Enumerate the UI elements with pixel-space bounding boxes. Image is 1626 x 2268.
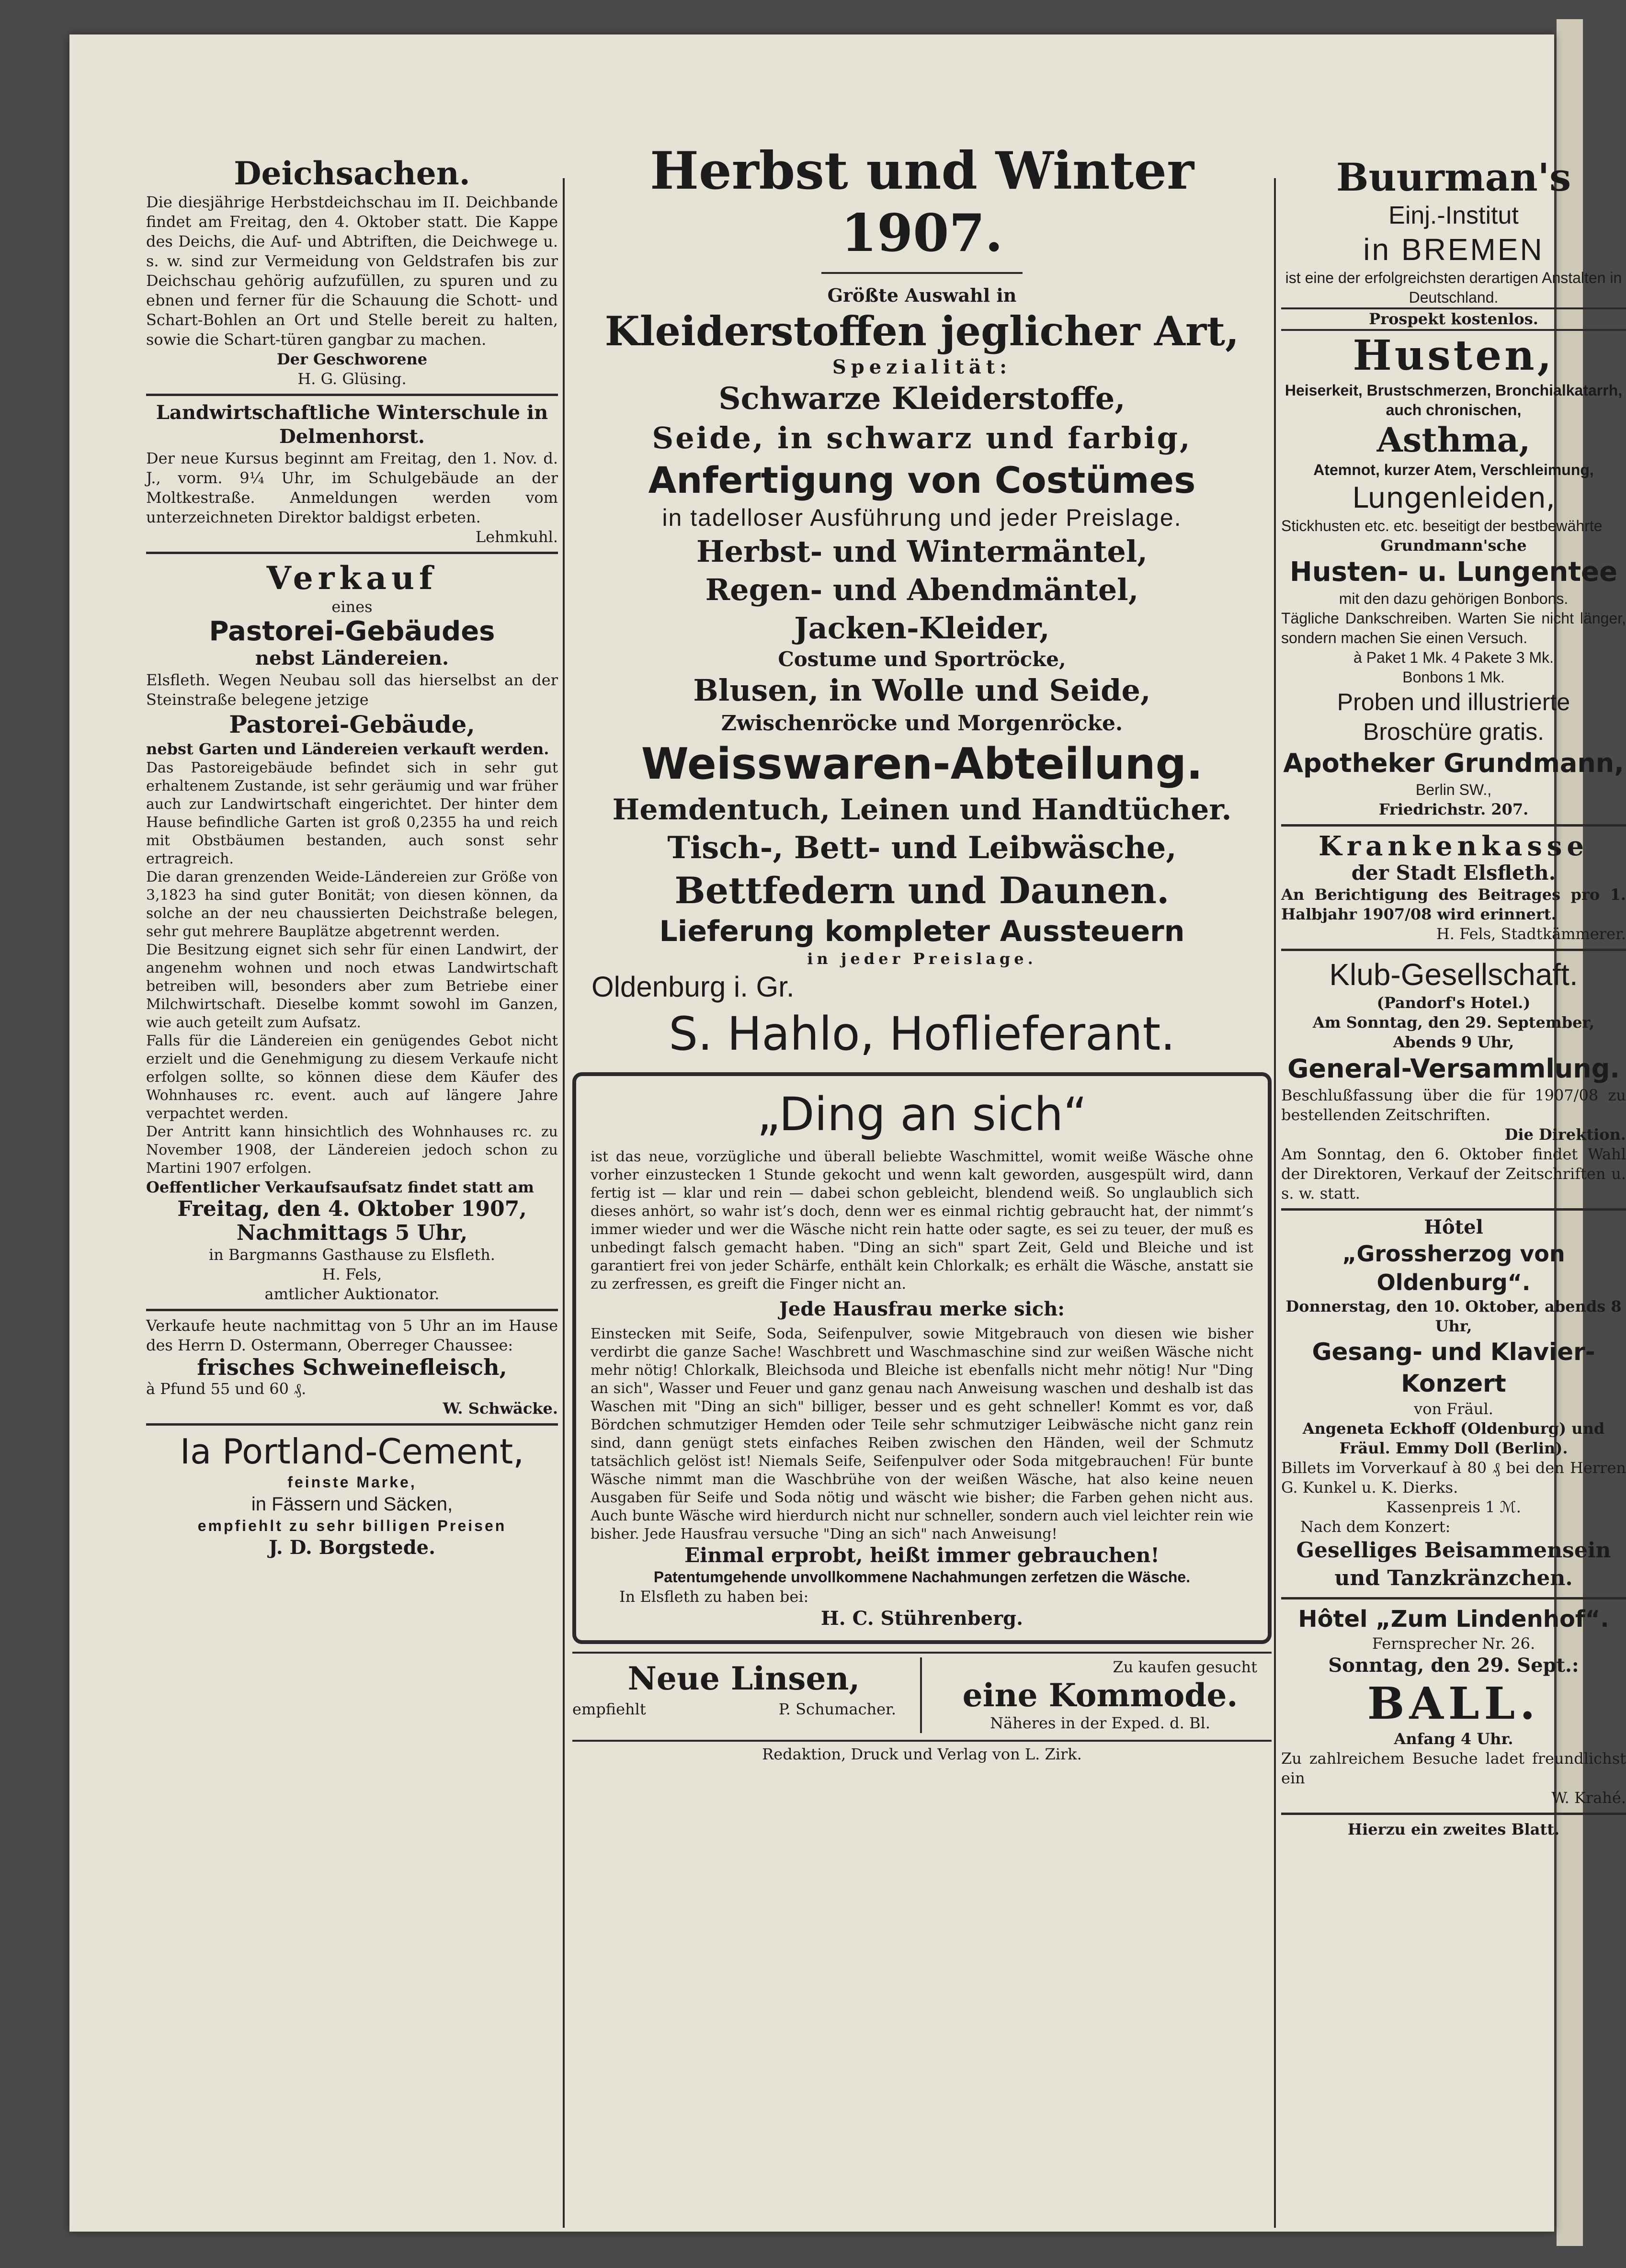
buur-l4: Prospekt kostenlos.	[1281, 307, 1626, 331]
column-rule-2	[1274, 178, 1276, 2228]
divider	[1281, 949, 1626, 951]
divider	[1281, 1597, 1626, 1599]
hahlo-l3: Spezialität:	[832, 356, 1012, 378]
ding-p1: ist das neue, vorzügliche und überall beliebte Waschmittel, womit weiße Wäsche ohne vorher einzustecken 1 Stunde gekocht und wenn kalt geworden, ausgespült wird, dann fertig ist — klar und rein — dabei schon gebleicht, blendend weiß. So unglaublich sich dieses anhört, so wahr ist’s doch, denn wer es einmal richtig gebraucht hat, der nimmt’s immer wieder und wer die Wäsche nicht rein hatte oder sagte, es sei zu teuer, der muß es unbedingt falsch gemacht haben. "Ding an sich" spart Zeit, Geld und Bleiche und ist garantiert frei von jeder Schärfe, enthält kein Chlorkalk; es erhält die Wäsche, anstatt sie zu zerfressen, es greift die Finger nicht an.	[591, 1148, 1253, 1293]
cement-sub: feinste Marke,	[287, 1474, 417, 1491]
hahlo-l13: Zwischenröcke und Morgenröcke.	[721, 711, 1123, 736]
divider	[146, 1309, 558, 1311]
apotheker: Apotheker Grundmann,	[1283, 748, 1624, 778]
verkauf-p6: Falls für die Ländereien ein genügendes Gebot nicht erzielt und die Genehmigung zu diesem Verkaufe nicht erfolgen sollte, so können diese dem Käufer des Wohnhauses rc. event. auch auf längere Jahre verpachtet werden.	[146, 1032, 558, 1122]
hahlo-l17: Bettfedern und Daunen.	[674, 869, 1170, 912]
ball: BALL.	[1367, 1678, 1540, 1729]
buur-l2: in BREMEN	[1363, 232, 1544, 267]
linden-l4: Zu zahlreichem Besuche ladet freundlichst ein	[1281, 1749, 1626, 1787]
husten-l5: mit den dazu gehörigen Bonbons.	[1339, 590, 1569, 607]
column-rule-1	[563, 178, 565, 2228]
linden-big: Hôtel „Zum Lindenhof“.	[1298, 1606, 1609, 1633]
hotel-l3: Angeneta Eckhoff (Oldenburg) und Fräul. Emmy Doll (Berlin).	[1302, 1419, 1605, 1457]
klub-l2: Am Sonntag, den 29. September, Abends 9 Uhr,	[1312, 1013, 1595, 1051]
verkauf-date2: Nachmittags 5 Uhr,	[236, 1221, 468, 1245]
verkauf-p1: Elsfleth. Wegen Neubau soll das hierselbst an der Steinstraße belegene jetzige	[146, 671, 558, 709]
hotel-l6: Nach dem Konzert:	[1300, 1518, 1451, 1536]
verkauf-sign2: amtlicher Auktionator.	[264, 1285, 440, 1303]
konzert: Gesang- und Klavier-Konzert	[1312, 1338, 1595, 1397]
deich-body: Die diesjährige Herbstdeichschau im II. Deichbande findet am Freitag, den 4. Oktober statt. Die Kappe des Deichs, die Auf- und Abtriften, die Deichwege u. s. w. sind zur Vermeidung von Geldstrafen bis zur Deichschau gehörig aufzufüllen, zu spuren und zu ebnen und ferner für die Schauung die Schott- und Schart-Bohlen an Ort und Stelle bereit zu halten, sowie die Schart-türen gangbar zu machen.	[146, 193, 558, 349]
husten-l8: Bonbons 1 Mk.	[1402, 669, 1505, 686]
hahlo-l8: Herbst- und Wintermäntel,	[696, 534, 1148, 569]
hahlo-l20: Oldenburg i. Gr.	[591, 971, 795, 1003]
kk-big: Krankenkasse	[1318, 830, 1589, 862]
divider	[1281, 824, 1626, 827]
footer: Redaktion, Druck und Verlag von L. Zirk.	[572, 1740, 1272, 1764]
hahlo-l4: Schwarze Kleiderstoffe,	[718, 381, 1126, 417]
hotel-big: „Grossherzog von Oldenburg“.	[1342, 1241, 1565, 1295]
schule-title: Landwirtschaftliche Winterschule in Delmenhorst.	[156, 401, 548, 448]
klub-l1: (Pandorf's Hotel.)	[1376, 994, 1531, 1012]
hahlo-l16: Tisch-, Bett- und Leibwäsche,	[667, 830, 1177, 866]
linsen-ad	[572, 1657, 922, 1733]
column-left	[146, 154, 558, 1560]
linsen-b: P. Schumacher.	[778, 1700, 896, 1718]
verkauf-p2: nebst Garten und Ländereien verkauft werden.	[146, 740, 549, 758]
ding-title: „Ding an sich“	[757, 1088, 1087, 1141]
ding-an-sich-ad	[572, 1072, 1272, 1644]
divider	[1281, 1813, 1626, 1815]
verkauf-sign1: H. Fels,	[322, 1265, 382, 1283]
verkauf-p8: Oeffentlicher Verkaufsaufsatz findet statt am	[146, 1178, 534, 1196]
klub-big: Klub-Gesellschaft.	[1329, 957, 1578, 992]
hahlo-title: Herbst und Winter 1907.	[649, 141, 1194, 263]
hotel-l4: Billets im Vorverkauf à 80 ₰ bei den Herren G. Kunkel u. K. Dierks.	[1281, 1459, 1626, 1497]
hotel-small: Hôtel	[1424, 1216, 1483, 1238]
verkauf-big2: Pastorei-Gebäude,	[229, 710, 475, 738]
newspaper-page	[69, 34, 1626, 2232]
column-right	[1281, 154, 1626, 1839]
deich-sign2: H. G. Glüsing.	[297, 370, 407, 388]
divider	[146, 394, 558, 396]
hahlo-l2: Kleiderstoffen jeglicher Art,	[604, 307, 1239, 355]
husten-l4: Grundmann'sche	[1380, 536, 1527, 555]
buur-l3: ist eine der erfolgreichsten derartigen Anstalten in Deutschland.	[1285, 269, 1622, 306]
buur-big: Buurman's	[1336, 155, 1571, 200]
husten-l3: Stickhusten etc. etc. beseitigt der bestbewährte	[1281, 517, 1603, 534]
klub-gv: General-Versammlung.	[1287, 1054, 1620, 1084]
hahlo-l15: Hemdentuch, Leinen und Handtücher.	[612, 793, 1232, 827]
hahlo-l1: Größte Auswahl in	[827, 284, 1017, 306]
ding-p2: Einstecken mit Seife, Soda, Seifenpulver, sowie Mitgebrauch von diesen wie bisher verdirbt die ganze Sache! Waschbrett und Waschmaschine sind zur weißen Wäsche nicht mehr nötig! Chlorkalk, Bleichsoda und Bleiche ist ebenfalls nicht mehr nötig! Nur "Ding an sich", Wasser und Feuer und ganz genau nach Anweisung waschen und deshalb ist das Waschen mit "Ding an sich" billiger, besser und es geht schneller! Kommt es vor, daß Bördchen schmutziger Hemden oder Teile sehr schmutziger Leibwäsche nicht ganz rein sind, dann genügt stets einfaches Reiben zwischen den Händen, weil der Schmutz tatsächlich gelöst ist! Niemals Seife, Seifenpulver oder Soda mitgebrauchen! Für bunte Wäsche nimmt man die Waschbrühe von der weißen Wäsche, hat also keine neuen Ausgaben für Seife und Soda nötig und wäscht wie bisher; die Farben gehen nicht aus. Auch bunte Wäsche wird hierdurch nicht nur schneller, sondern auch viel leichter rein wie bisher. Jede Hausfrau versuche "Ding an sich" nach Anweisung!	[591, 1326, 1253, 1542]
divider	[821, 272, 1023, 274]
linden-l3: Anfang 4 Uhr.	[1394, 1730, 1513, 1748]
klub-l4: Am Sonntag, den 6. Oktober findet Wahl der Direktoren, Verkauf der Zeitschriften u. s. w. statt.	[1281, 1145, 1626, 1202]
hahlo-l7: in tadelloser Ausführung und jeder Preislage.	[662, 504, 1182, 531]
proben: Proben und illustrierte Broschüre gratis.	[1337, 689, 1570, 745]
deich-sign1: Der Geschworene	[276, 350, 428, 368]
schwein-sign: W. Schwäcke.	[443, 1399, 558, 1418]
zweites: Hierzu ein zweites Blatt.	[1347, 1820, 1560, 1838]
linsen-big: Neue Linsen,	[627, 1660, 860, 1697]
linsen-a: empfiehlt	[572, 1700, 646, 1718]
buur-l1: Einj.-Institut	[1388, 202, 1519, 229]
husten-l7: à Paket 1 Mk. 4 Pakete 3 Mk.	[1353, 649, 1554, 666]
kk-l2: An Berichtigung des Beitrages pro 1. Halbjahr 1907/08 wird erinnert.	[1281, 885, 1626, 923]
hahlo-l10: Jacken-Kleider,	[794, 611, 1050, 646]
hahlo-l18: Lieferung kompleter Aussteuern	[659, 915, 1185, 948]
column-middle	[572, 140, 1272, 1764]
kommode-big: eine Kommode.	[962, 1677, 1238, 1714]
verkauf-title: Verkauf	[266, 559, 438, 597]
schule-sign: Lehmkuhl.	[475, 528, 558, 546]
verkauf-eines: eines	[331, 598, 373, 616]
verkauf-p7: Der Antritt kann hinsichtlich des Wohnhauses rc. zu November 1908, der Ländereien jedoch schon zu Martini 1907 erfolgen.	[146, 1123, 558, 1177]
ding-sign: H. C. Stührenberg.	[820, 1607, 1023, 1630]
hahlo-l11: Costume und Sportröcke,	[778, 647, 1066, 671]
hotel-l2: von Fräul.	[1414, 1400, 1493, 1418]
husten-big: Husten,	[1353, 331, 1555, 380]
verkauf-date1: Freitag, den 4. Oktober 1907,	[177, 1197, 527, 1221]
husten-l2: Atemnot, kurzer Atem, Verschleimung,	[1313, 461, 1594, 478]
schwein-big: frisches Schweinefleisch,	[197, 1354, 507, 1380]
schule-body: Der neue Kursus beginnt am Freitag, den 1. Nov. d. J., vorm. 9¼ Uhr, im Schulgebäude an der Moltkestraße. Anmeldungen werden vom unterzeichneten Direktor baldigst erbeten.	[146, 449, 558, 526]
kk-sign: H. Fels, Stadtkämmerer.	[1436, 925, 1626, 943]
cement-p1: in Fässern und Säcken,	[251, 1494, 453, 1515]
linden-l2: Sonntag, den 29. Sept.:	[1328, 1654, 1579, 1677]
verkauf-p4: Die daran grenzenden Weide-Ländereien zur Größe von 3,1823 ha sind guter Bonität; von diesen können, da solche an der neu chaussierten Deichstraße belegen, sehr gut mehrere Bauplätze abgetrennt werden.	[146, 869, 558, 940]
hahlo-l9: Regen- und Abendmäntel,	[705, 572, 1139, 607]
ding-patent: Patentumgehende unvollkommene Nachahmungen zerfetzen die Wäsche.	[653, 1568, 1191, 1586]
divider	[1281, 1208, 1626, 1211]
verkauf-nebst: nebst Ländereien.	[255, 647, 449, 669]
deich-title: Deichsachen.	[234, 155, 470, 192]
small-ads-row	[572, 1652, 1272, 1733]
husten-l6: Tägliche Dankschreiben. Warten Sie nicht länger, sondern machen Sie einen Versuch.	[1281, 610, 1626, 646]
hahlo-l19: in jeder Preislage.	[807, 950, 1037, 968]
ding-head: Jede Hausfrau merke sich:	[779, 1298, 1065, 1320]
berlin: Berlin SW.,	[1415, 781, 1492, 798]
cement-sign: J. D. Borgstede.	[268, 1536, 436, 1559]
hahlo-l14: Weisswaren-Abteilung.	[641, 739, 1203, 789]
ding-where: In Elsfleth zu haben bei:	[619, 1588, 809, 1606]
hotel-l5: Kassenpreis 1 ℳ.	[1386, 1498, 1521, 1516]
hahlo-l6: Anfertigung von Costümes	[648, 459, 1196, 501]
verkauf-big: Pastorei-Gebäudes	[209, 616, 495, 647]
kommode-info: Näheres in der Exped. d. Bl.	[990, 1714, 1210, 1732]
schwein-p1: Verkaufe heute nachmittag von 5 Uhr an im Hause des Herrn D. Ostermann, Oberreger Chaussee:	[146, 1316, 558, 1354]
schwein-price: à Pfund 55 und 60 ₰.	[146, 1380, 307, 1398]
friedrich: Friedrichstr. 207.	[1378, 800, 1529, 818]
linden-sign: W. Krahé.	[1551, 1789, 1626, 1807]
cement-big: Ia Portland-Cement,	[180, 1431, 524, 1472]
verkauf-p3: Das Pastoreigebäude befindet sich in sehr gut erhaltenem Zustande, ist sehr geräumig und war früher auch zur Landwirtschaft eingerichtet. Der hinter dem Hause befindliche Garten ist groß 0,2355 ha und reich mit Obstbäumen bestanden, auch sonst sehr ertragreich.	[146, 760, 558, 867]
hahlo-l12: Blusen, in Wolle und Seide,	[693, 673, 1151, 708]
verkauf-p5: Die Besitzung eignet sich sehr für einen Landwirt, der angenehm wohnen und noch etwas Landwirtschaft betreiben will, besonders aber zum Betriebe einer Milchwirtschaft. Dieselbe kommt sowohl im Ganzen, wie auch geteilt zum Aufsatz.	[146, 941, 558, 1031]
kk-l1: der Stadt Elsfleth.	[1351, 861, 1556, 885]
cement-p2: empfiehlt zu sehr billigen Preisen	[197, 1517, 507, 1534]
hotel-l1: Donnerstag, den 10. Oktober, abends 8 Uhr,	[1285, 1297, 1622, 1335]
ding-once: Einmal erprobt, heißt immer gebrauchen!	[684, 1543, 1160, 1567]
hahlo-l5: Seide, in schwarz und farbig,	[652, 420, 1192, 455]
linden-l1: Fernsprecher Nr. 26.	[1372, 1634, 1535, 1653]
divider	[146, 1423, 558, 1426]
klub-l3: Beschlußfassung über die für 1907/08 zu bestellenden Zeitschriften.	[1281, 1086, 1626, 1124]
hotel-l7: Geselliges Beisammensein und Tanzkränzchen.	[1296, 1538, 1611, 1590]
klub-sign: Die Direktion.	[1504, 1125, 1626, 1144]
verkauf-p9: in Bargmanns Gasthause zu Elsfleth.	[209, 1246, 495, 1264]
asthma: Asthma,	[1376, 420, 1531, 460]
kommode-ad	[922, 1657, 1272, 1733]
tee: Husten- u. Lungentee	[1289, 556, 1618, 588]
husten-l1: Heiserkeit, Brustschmerzen, Bronchialkatarrh, auch chronischen,	[1285, 382, 1623, 419]
hahlo-l21: S. Hahlo, Hoflieferant.	[669, 1007, 1175, 1061]
divider	[146, 552, 558, 554]
kommode-small: Zu kaufen gesucht	[1113, 1658, 1257, 1676]
lungen: Lungenleiden,	[1352, 481, 1555, 515]
